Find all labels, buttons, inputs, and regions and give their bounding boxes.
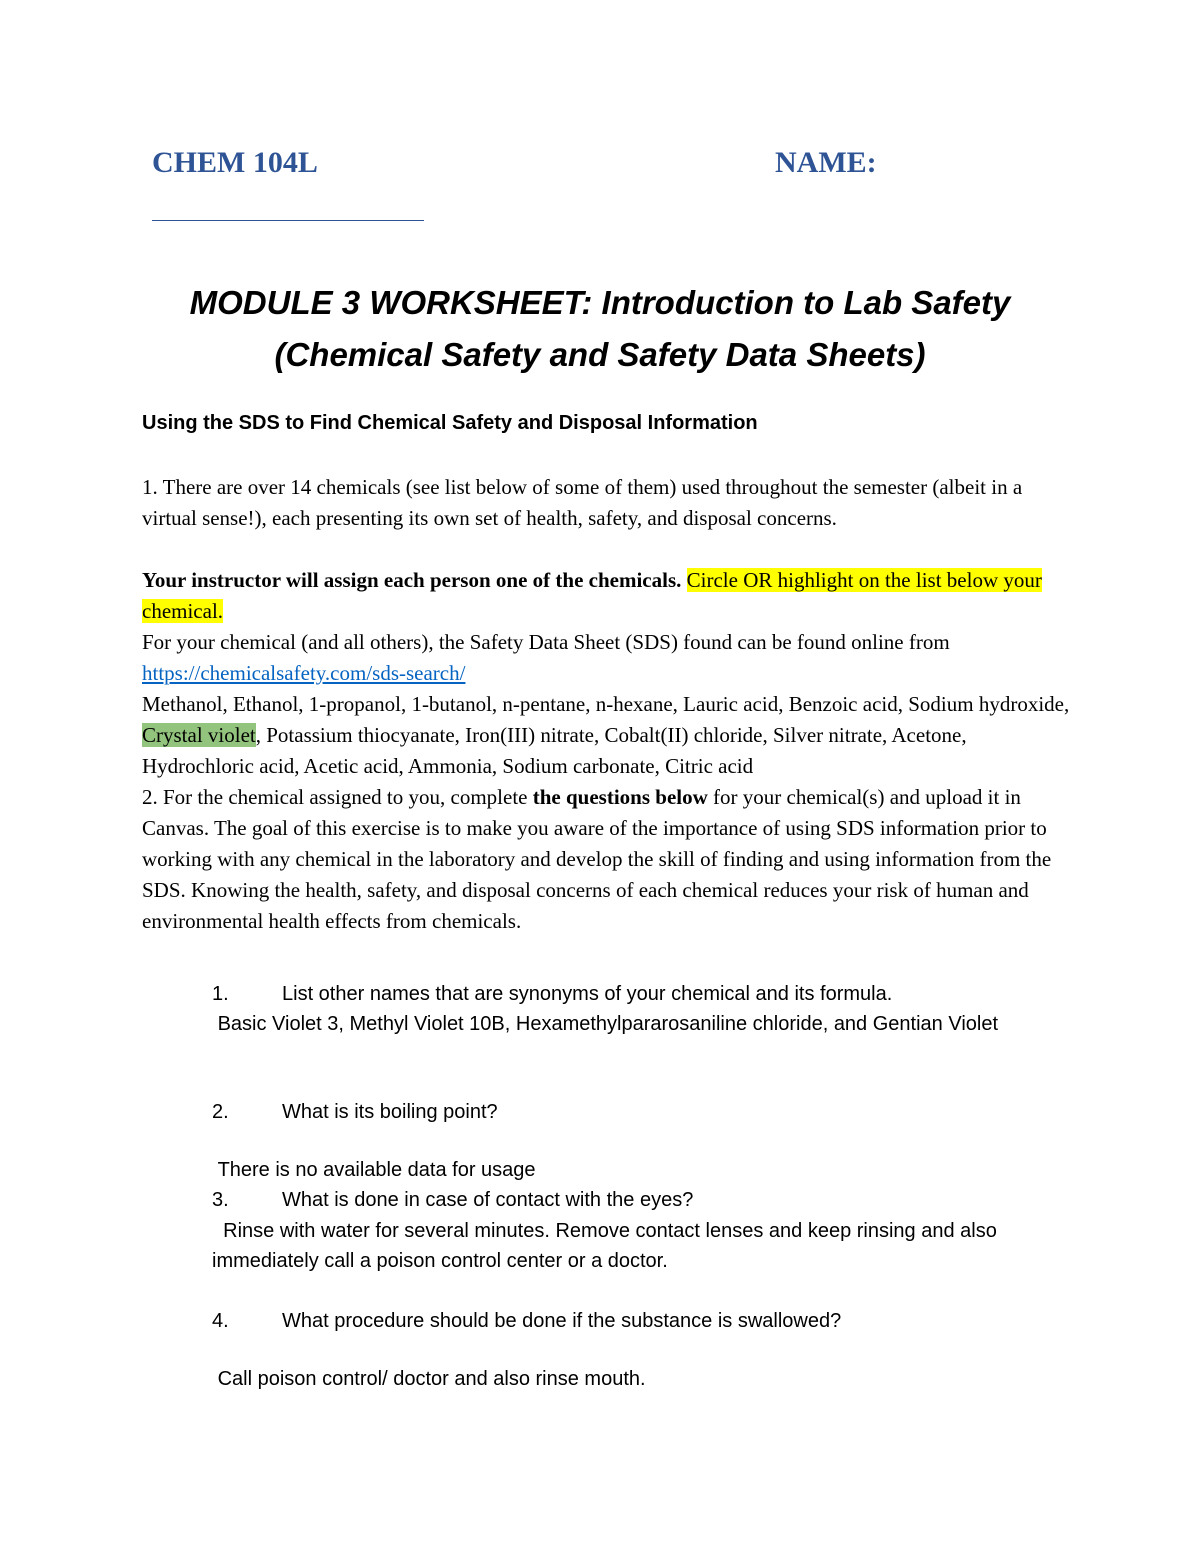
chemical-list-part-2: , Potassium thiocyanate, Iron(III) nitrate, Cobalt(II) chloride, Silver nitrate, Acetone, Hydrochloric acid, Acetic acid, Ammonia, Sodium carbonate, Citric acid [142, 723, 967, 778]
question-1 [212, 979, 1072, 1009]
question-text: What is its boiling point? [282, 1101, 498, 1123]
highlight-instruction: Circle OR highlight on the list below your chemical. [142, 568, 1042, 623]
answer-1[interactable]: Basic Violet 3, Methyl Violet 10B, Hexamethylpararosaniline chloride, and Gentian Violet [212, 1013, 999, 1035]
question-number: 1. [212, 983, 229, 1005]
answer-3[interactable]: Rinse with water for several minutes. Remove contact lenses and keep rinsing and also immediately call a poison control center or a doctor. [212, 1220, 1003, 1272]
question-4 [212, 1306, 1072, 1336]
question-2 [212, 1097, 1072, 1127]
assignment-paragraph [142, 565, 1072, 937]
task-text-1: 2. For the chemical assigned to you, complete [142, 785, 533, 809]
name-blank-line[interactable] [152, 220, 424, 221]
sds-source-text: For your chemical (and all others), the Safety Data Sheet (SDS) found can be found online from [142, 630, 950, 654]
task-text-bold: the questions below [532, 785, 708, 809]
chemical-list-part-1: Methanol, Ethanol, 1-propanol, 1-butanol, n-pentane, n-hexane, Lauric acid, Benzoic acid, Sodium hydroxide, [142, 692, 1070, 716]
question-number: 4. [212, 1310, 229, 1332]
question-number: 2. [212, 1101, 229, 1123]
question-text: What is done in case of contact with the eyes? [282, 1189, 694, 1211]
answer-2[interactable]: There is no available data for usage [212, 1159, 536, 1181]
question-3 [212, 1185, 1072, 1215]
selected-chemical: Crystal violet [142, 723, 256, 747]
sds-search-link[interactable]: https://chemicalsafety.com/sds-search/ [142, 661, 466, 685]
worksheet-title-line-1: MODULE 3 WORKSHEET: Introduction to Lab Safety [189, 284, 1011, 321]
assignment-instruction: Your instructor will assign each person one of the chemicals. [142, 568, 682, 592]
intro-paragraph: 1. There are over 14 chemicals (see list below of some of them) used throughout the semester (albeit in a virtual sense!), each presenting its own set of health, safety, and disposal concerns. [142, 475, 1023, 530]
name-label: NAME: [775, 146, 877, 179]
task-text-2: for your chemical(s) and upload it in Canvas. The goal of this exercise is to make you aware of the importance of using SDS information prior to working with any chemical in the laboratory and develop the skill of finding and using information from the SDS. Knowing the health, safety, and disposal concerns of each chemical reduces your risk of human and environmental health effects from chemicals. [142, 785, 1052, 933]
question-text: What procedure should be done if the substance is swallowed? [282, 1310, 842, 1332]
worksheet-title-line-2: (Chemical Safety and Safety Data Sheets) [274, 336, 926, 373]
answer-4[interactable]: Call poison control/ doctor and also rinse mouth. [212, 1368, 646, 1390]
section-heading: Using the SDS to Find Chemical Safety and Disposal Information [142, 412, 758, 434]
course-code: CHEM 104L [152, 146, 318, 179]
question-number: 3. [212, 1189, 229, 1211]
question-text: List other names that are synonyms of your chemical and its formula. [282, 983, 893, 1005]
